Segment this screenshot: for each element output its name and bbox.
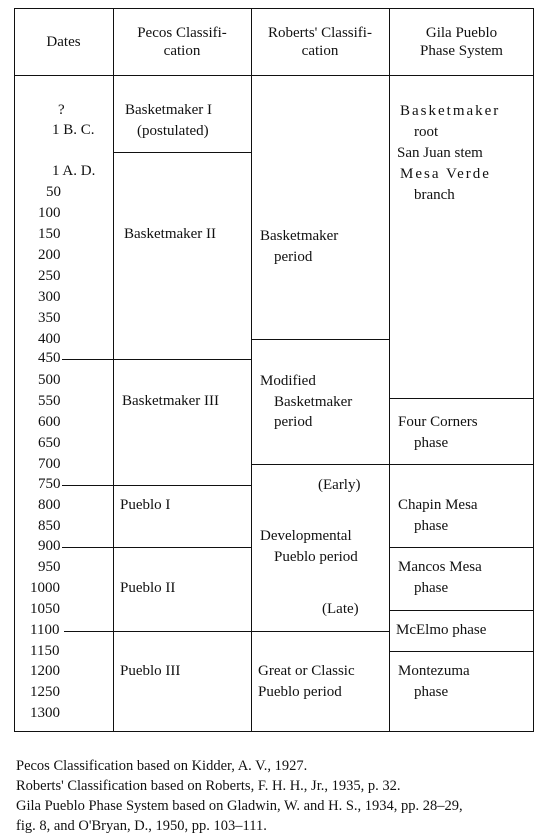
date-label: 1000 bbox=[30, 580, 60, 596]
gila-montezuma: Montezuma bbox=[398, 663, 470, 679]
pecos-divider bbox=[113, 547, 251, 548]
gila-branch-label: branch bbox=[414, 187, 455, 203]
roberts-basketmaker-period: period bbox=[274, 249, 313, 265]
gila-mancos-mesa: Mancos Mesa bbox=[398, 559, 482, 575]
date-label: 1100 bbox=[30, 622, 60, 638]
gila-san-juan-stem: San Juan stem bbox=[397, 145, 483, 161]
header-pecos-line1: Pecos Classifi- bbox=[137, 25, 227, 41]
date-label: 50 bbox=[46, 184, 61, 200]
date-label: 900 bbox=[38, 538, 61, 554]
roberts-developmental: Developmental bbox=[260, 528, 352, 544]
gila-four-corners-phase: phase bbox=[414, 435, 449, 451]
gila-mancos-mesa-phase: phase bbox=[414, 580, 449, 596]
gila-divider bbox=[389, 547, 534, 548]
column-divider bbox=[113, 8, 114, 732]
roberts-great-classic: Great or Classic bbox=[258, 663, 355, 679]
date-label: 600 bbox=[38, 414, 61, 430]
date-label: ? bbox=[58, 102, 65, 118]
date-label: 200 bbox=[38, 247, 61, 263]
header-gila-line2: Phase System bbox=[420, 43, 503, 59]
pecos-pueblo-2: Pueblo II bbox=[120, 580, 176, 596]
roberts-modified: Modified bbox=[260, 373, 316, 389]
pecos-basketmaker-1: Basketmaker I bbox=[125, 102, 213, 118]
gila-mcelmo-phase: McElmo phase bbox=[396, 622, 487, 638]
column-divider bbox=[389, 8, 390, 732]
date-label: 750 bbox=[38, 476, 61, 492]
header-gila-line1: Gila Pueblo bbox=[425, 25, 498, 41]
date-label: 1050 bbox=[30, 601, 60, 617]
date-label: 1 B. C. bbox=[52, 122, 95, 138]
date-label: 1300 bbox=[30, 705, 60, 721]
gila-chapin-mesa-phase: phase bbox=[414, 518, 449, 534]
date-label: 800 bbox=[38, 497, 61, 513]
gila-mesa-verde-branch: Mesa Verde bbox=[400, 166, 491, 182]
date-label: 400 bbox=[38, 331, 61, 347]
date-label: 1150 bbox=[30, 643, 60, 659]
pecos-divider bbox=[113, 631, 251, 632]
gila-divider bbox=[389, 610, 534, 611]
header-divider bbox=[14, 75, 534, 76]
pecos-divider bbox=[113, 359, 251, 360]
date-label: 100 bbox=[38, 205, 61, 221]
date-label: 450 bbox=[38, 350, 61, 366]
date-label: 550 bbox=[38, 393, 61, 409]
date-label: 250 bbox=[38, 268, 61, 284]
date-label: 650 bbox=[38, 435, 61, 451]
roberts-developmental-period: Pueblo period bbox=[274, 549, 358, 565]
roberts-modified-basketmaker: Basketmaker bbox=[274, 394, 353, 410]
date-label: 1250 bbox=[30, 684, 60, 700]
header-dates: Dates bbox=[46, 34, 81, 50]
date-label: 700 bbox=[38, 456, 61, 472]
gila-chapin-mesa: Chapin Mesa bbox=[398, 497, 478, 513]
footnote-roberts: Roberts' Classification based on Roberts, F. H. H., Jr., 1935, p. 32. bbox=[16, 778, 401, 794]
gila-root-label: root bbox=[414, 124, 439, 140]
roberts-late: (Late) bbox=[322, 601, 359, 617]
roberts-early: (Early) bbox=[318, 477, 361, 493]
roberts-divider bbox=[251, 631, 389, 632]
gila-divider bbox=[389, 651, 534, 652]
date-label: 1200 bbox=[30, 663, 60, 679]
footnote-pecos: Pecos Classification based on Kidder, A. V., 1927. bbox=[16, 758, 308, 774]
column-divider bbox=[251, 8, 252, 732]
roberts-divider bbox=[251, 464, 389, 465]
gila-basketmaker-root: Basketmaker bbox=[400, 103, 501, 119]
gila-divider bbox=[389, 398, 534, 399]
date-tick bbox=[62, 359, 113, 360]
pecos-pueblo-1: Pueblo I bbox=[120, 497, 171, 513]
roberts-modified-period: period bbox=[274, 414, 313, 430]
roberts-basketmaker: Basketmaker bbox=[260, 228, 339, 244]
header-roberts-line1: Roberts' Classifi- bbox=[268, 25, 372, 41]
gila-divider bbox=[389, 464, 534, 465]
date-label: 500 bbox=[38, 372, 61, 388]
gila-montezuma-phase: phase bbox=[414, 684, 449, 700]
date-label: 850 bbox=[38, 518, 61, 534]
date-label: 150 bbox=[38, 226, 61, 242]
date-label: 950 bbox=[38, 559, 61, 575]
header-pecos-line2: cation bbox=[163, 43, 201, 59]
date-label: 350 bbox=[38, 310, 61, 326]
date-tick bbox=[62, 547, 113, 548]
pecos-pueblo-3: Pueblo III bbox=[120, 663, 181, 679]
pecos-divider bbox=[113, 152, 251, 153]
date-tick bbox=[64, 631, 113, 632]
roberts-divider bbox=[251, 339, 389, 340]
footnote-gila-continued: fig. 8, and O'Bryan, D., 1950, pp. 103–111. bbox=[16, 818, 267, 834]
pecos-basketmaker-1-note: (postulated) bbox=[137, 123, 209, 139]
pecos-basketmaker-2: Basketmaker II bbox=[124, 226, 217, 242]
header-roberts-line2: cation bbox=[301, 43, 339, 59]
date-label: 300 bbox=[38, 289, 61, 305]
roberts-great-classic-period: Pueblo period bbox=[258, 684, 342, 700]
footnote-gila: Gila Pueblo Phase System based on Gladwin, W. and H. S., 1934, pp. 28–29, bbox=[16, 798, 463, 814]
date-label: 1 A. D. bbox=[52, 163, 96, 179]
gila-four-corners: Four Corners bbox=[398, 414, 478, 430]
pecos-divider bbox=[113, 485, 251, 486]
pecos-basketmaker-3: Basketmaker III bbox=[122, 393, 220, 409]
date-tick bbox=[62, 485, 113, 486]
